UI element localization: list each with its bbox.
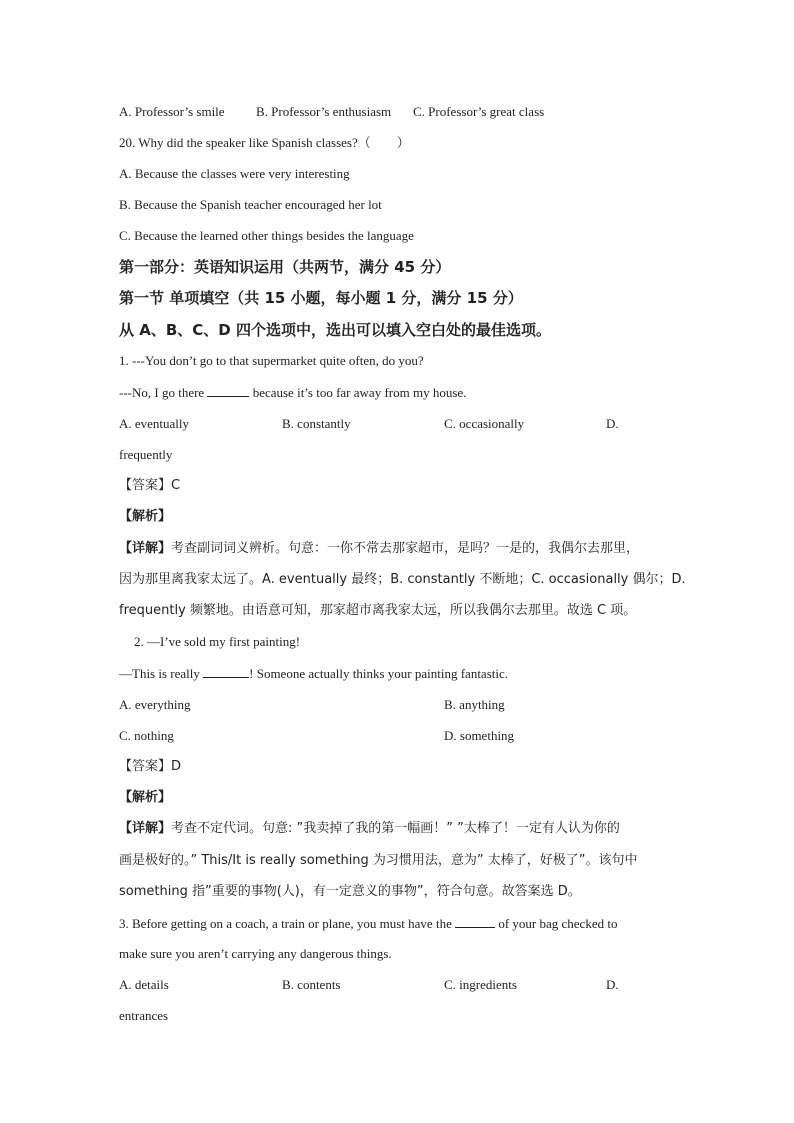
q3-line1-post: of your bag checked to [498, 916, 618, 931]
q2-option-c: C. nothing [119, 728, 174, 743]
q3-line1-pre: 3. Before getting on a coach, a train or plane, you must have the [119, 916, 452, 931]
q1-detail-tag: 【详解】 [119, 541, 172, 556]
q20-option-a: A. Because the classes were very interesting [119, 166, 350, 181]
q19-option-a: A. Professor’s smile [119, 104, 225, 119]
q1-line2-pre: ---No, I go there [119, 385, 205, 400]
q1-option-d-text: frequently [119, 447, 173, 462]
q3-line2: make sure you aren’t carrying any dangerous things. [119, 946, 392, 961]
q1-detail-line3: frequently 频繁地。由语意可知，那家超市离我家太远，所以我偶尔去那里。故选 C 项。 [119, 603, 637, 618]
q2-line2-post: ! Someone actually thinks your painting fantastic. [249, 666, 508, 681]
q3-option-d: D. [606, 977, 619, 992]
q1-blank [207, 383, 249, 397]
section-instruction: 从 A、B、C、D 四个选项中，选出可以填入空白处的最佳选项。 [119, 321, 551, 339]
q1-option-a: A. eventually [119, 416, 190, 431]
q2-line1: 2. —I’ve sold my first painting! [134, 634, 301, 649]
q2-line2 [119, 664, 508, 683]
q3-blank [455, 914, 495, 928]
q2-detail-line3: something 指”重要的事物(人)，有一定意义的事物”，符合句意。故答案选 D。 [119, 884, 581, 899]
q1-detail-text1: 考查副词词义辨析。句意：一你不常去那家超市，是吗？一是的，我偶尔去那里， [171, 541, 640, 556]
q3-line1 [119, 914, 617, 933]
q1-answer: 【答案】C [119, 478, 181, 493]
q3-option-d-text: entrances [119, 1008, 169, 1023]
q1-detail-line2: 因为那里离我家太远了。A. eventually 最终；B. constantly 不断地；C. occasionally 偶尔；D. [119, 572, 686, 587]
q2-detail-tag: 【详解】 [119, 821, 172, 836]
q2-option-b: B. anything [444, 697, 505, 712]
q2-detail-line2: 画是极好的。” This/It is really something 为习惯用法，意为” 太棒了，好极了”。该句中 [119, 853, 638, 868]
q3-option-b: B. contents [282, 977, 341, 992]
q1-option-b: B. constantly [282, 416, 351, 431]
q19-option-b: B. Professor’s enthusiasm [256, 104, 392, 119]
q2-detail-line1 [119, 820, 620, 838]
q1-line1: 1. ---You don’t go to that supermarket quite often, do you? [119, 353, 424, 368]
q20-option-b: B. Because the Spanish teacher encouraged her lot [119, 197, 382, 212]
q2-analysis-label: 【解析】 [119, 790, 172, 805]
q1-line2-post: because it’s too far away from my house. [252, 385, 467, 400]
q2-answer: 【答案】D [119, 759, 182, 774]
q2-line2-pre: —This is really [119, 666, 200, 681]
q1-option-d: D. [606, 416, 619, 431]
q2-option-d: D. something [444, 728, 515, 743]
q3-option-c: C. ingredients [444, 977, 517, 992]
q1-analysis-label: 【解析】 [119, 509, 172, 524]
q3-option-a: A. details [119, 977, 169, 992]
part-title: 第一部分：英语知识运用（共两节，满分 45 分） [119, 258, 451, 276]
q20-option-c: C. Because the learned other things besides the language [119, 228, 414, 243]
q2-blank [203, 664, 249, 678]
q2-detail-text1: 考查不定代词。句意: ”我卖掉了我的第一幅画！” ”太棒了！一定有人认为你的 [171, 821, 620, 836]
q1-line2 [119, 383, 466, 402]
q1-detail-line1 [119, 540, 639, 558]
q20-stem: 20. Why did the speaker like Spanish classes?（ ） [119, 135, 410, 150]
section-title: 第一节 单项填空（共 15 小题，每小题 1 分，满分 15 分） [119, 289, 523, 307]
q19-option-c: C. Professor’s great class [413, 104, 545, 119]
q2-option-a: A. everything [119, 697, 191, 712]
q1-option-c: C. occasionally [444, 416, 525, 431]
